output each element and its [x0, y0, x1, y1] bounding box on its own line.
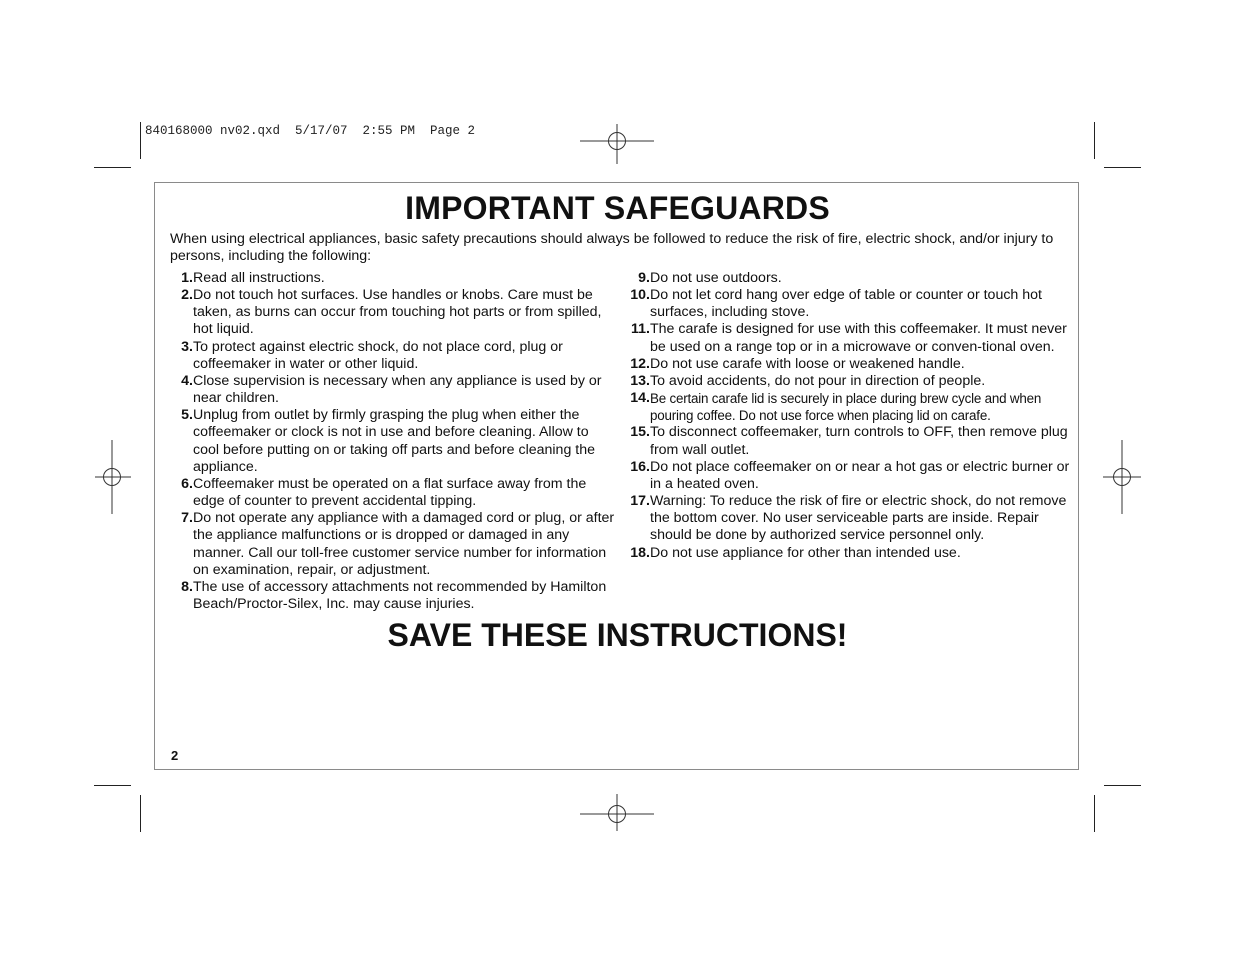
save-instructions-heading: SAVE THESE INSTRUCTIONS!: [387, 617, 848, 653]
list-item: [621, 373, 1071, 390]
crop-mark: [1104, 167, 1141, 168]
item-number: 8.: [181, 578, 193, 595]
item-text: To avoid accidents, do not pour in direction of people.: [650, 372, 986, 389]
item-number: 14.: [630, 390, 650, 407]
item-text: Coffeemaker must be operated on a flat surface away from the edge of counter to prevent accidental tipping.: [193, 475, 587, 510]
item-text: Do not place coffeemaker on or near a hot gas or electric burner or in a heated oven.: [650, 458, 1070, 492]
page-number: 2: [171, 748, 179, 763]
item-text: Read all instructions.: [193, 270, 325, 286]
item-text: To disconnect coffeemaker, turn controls to OFF, then remove plug from wall outlet.: [650, 424, 1068, 458]
item-number: 16.: [630, 458, 650, 475]
item-number: 5.: [181, 407, 193, 424]
item-text: Warning: To reduce the risk of fire or electric shock, do not remove the bottom cover. No user serviceable parts are inside. Repair should be done by authorized service personnel only.: [650, 493, 1067, 544]
crop-mark: [94, 167, 131, 168]
item-text: Do not touch hot surfaces. Use handles or knobs. Care must be taken, as burns can occur from touching hot parts or from spilled, hot liquid.: [193, 287, 602, 338]
list-item: [170, 510, 615, 579]
intro-paragraph: When using electrical appliances, basic safety precautions should always be followed to reduce the risk of fire, electric shock, and/or injury to persons, including the following:: [170, 231, 1054, 264]
page-title: IMPORTANT SAFEGUARDS: [405, 190, 830, 226]
crop-mark: [1094, 122, 1095, 159]
registration-mark-icon: [1085, 440, 1159, 514]
item-number: 1.: [181, 270, 193, 286]
item-number: 17.: [630, 493, 650, 510]
item-number: 13.: [630, 372, 650, 389]
registration-mark-icon: [580, 104, 654, 178]
registration-mark-icon: [580, 777, 654, 851]
item-number: 7.: [181, 510, 193, 527]
registration-mark-icon: [75, 440, 149, 514]
item-number: 10.: [630, 287, 650, 304]
item-number: 11.: [631, 321, 650, 338]
item-number: 3.: [181, 338, 193, 355]
item-text: The carafe is designed for use with this coffeemaker. It must never be used on a range top or in a microwave or conven-tional oven.: [650, 321, 1067, 355]
item-number: 9.: [638, 270, 650, 286]
item-text: Do not operate any appliance with a damaged cord or plug, or after the appliance malfunctions or is dropped or damaged in any manner. Call our toll-free customer service number for information on examination, repair, or adjustment.: [193, 510, 615, 578]
item-text: Do not let cord hang over edge of table or counter or touch hot surfaces, including stove.: [650, 287, 1042, 321]
safeguards-list-right: [621, 270, 1071, 562]
list-item: [170, 270, 615, 287]
crop-mark: [1094, 795, 1095, 832]
item-text: To protect against electric shock, do not place cord, plug or coffeemaker in water or other liquid.: [193, 338, 563, 372]
list-item: [170, 339, 615, 373]
crop-mark: [94, 785, 131, 786]
item-number: 2.: [181, 287, 193, 304]
list-item: [170, 579, 615, 613]
list-item: [170, 373, 615, 407]
crop-mark: [1104, 785, 1141, 786]
print-slug: 840168000 nv02.qxd 5/17/07 2:55 PM Page 2: [145, 124, 476, 138]
list-item: [621, 356, 1071, 373]
list-item: [621, 321, 1071, 355]
item-text: Do not use outdoors.: [650, 270, 782, 286]
list-item: [621, 390, 1071, 424]
item-text: Do not use carafe with loose or weakened handle.: [650, 355, 965, 372]
item-text: Unplug from outlet by firmly grasping the plug when either the coffeemaker or clock is not in use and before cleaning. Allow to cool before putting on or taking off parts and before cleaning the appliance.: [193, 407, 595, 475]
list-item: [621, 287, 1071, 321]
item-number: 18.: [630, 544, 650, 561]
list-item: [170, 476, 615, 510]
item-number: 6.: [181, 475, 193, 492]
list-item: [621, 493, 1071, 544]
safeguards-list-left: [170, 270, 615, 613]
list-item: [170, 287, 615, 338]
list-item: [621, 270, 1071, 287]
item-text: The use of accessory attachments not recommended by Hamilton Beach/Proctor-Silex, Inc. may cause injuries.: [193, 578, 607, 612]
list-item: [170, 407, 615, 476]
item-text: Do not use appliance for other than intended use.: [650, 544, 961, 561]
crop-mark: [140, 795, 141, 832]
crop-mark: [140, 122, 141, 159]
item-number: 4.: [181, 372, 193, 389]
list-item: [621, 459, 1071, 493]
item-number: 12.: [630, 355, 650, 372]
list-item: [621, 545, 1071, 562]
list-item: [621, 424, 1071, 458]
item-text: Be certain carafe lid is securely in place during brew cycle and when pouring coffee. Do not use force when placing lid on carafe.: [650, 391, 1042, 424]
item-number: 15.: [630, 424, 650, 441]
item-text: Close supervision is necessary when any appliance is used by or near children.: [193, 372, 602, 407]
